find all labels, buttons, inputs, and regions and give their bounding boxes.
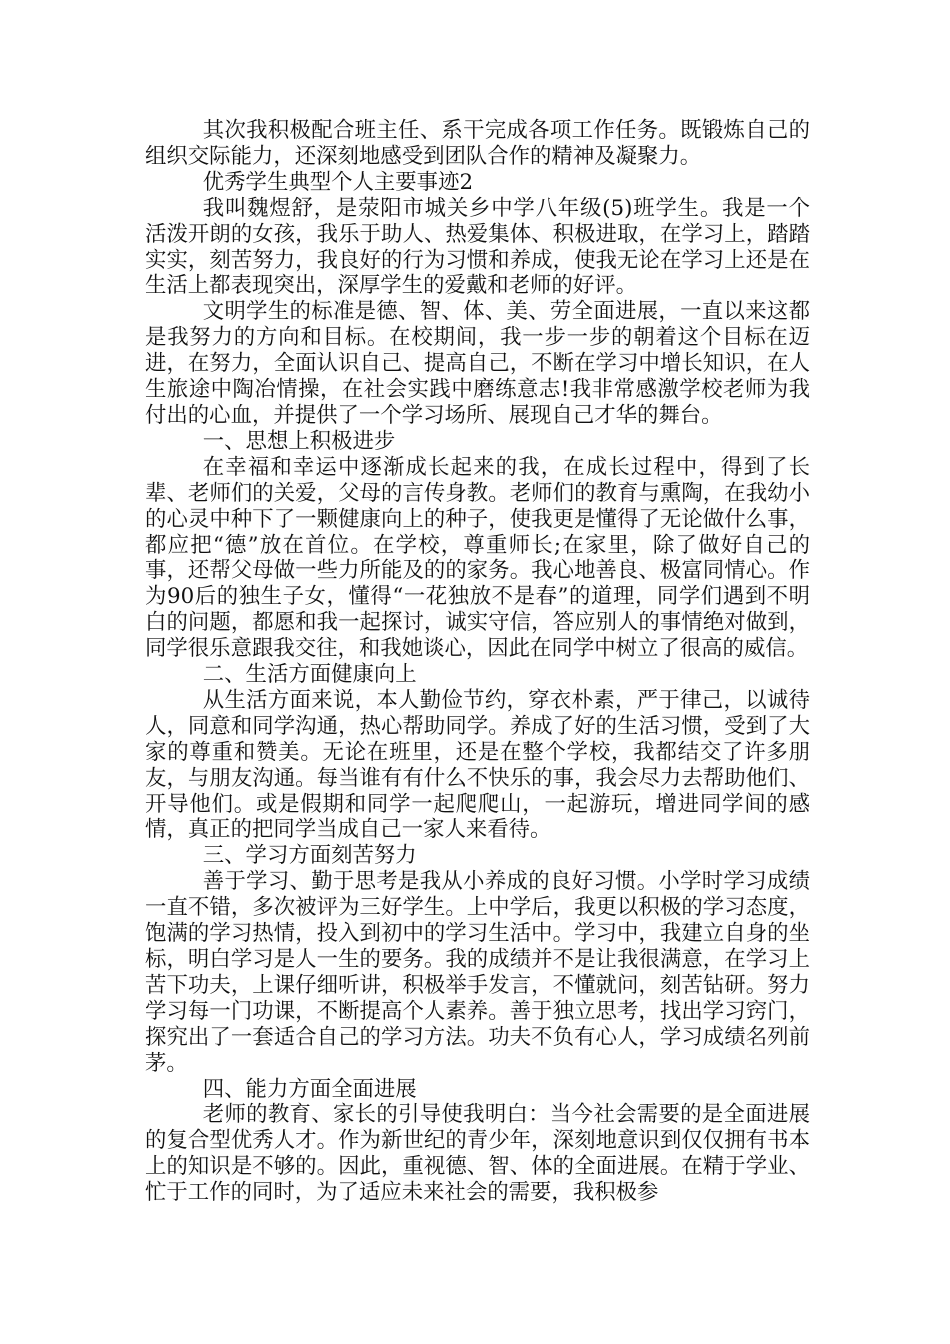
heading-ability-development: 四、能力方面全面进展 bbox=[202, 1076, 417, 1102]
heading-study-diligent: 三、学习方面刻苦努力 bbox=[202, 843, 417, 869]
paragraph-teamwork: 其次我积极配合班主任、系干完成各项工作任务。既锻炼自己的组织交际能力，还深刻地感受到团队合作的精神及凝聚力。 bbox=[145, 118, 810, 169]
paragraph-study-diligent: 善于学习、勤于思考是我从小养成的良好习惯。小学时学习成绩一直不错，多次被评为三好学生。上中学后，我更以积极的学习态度，饱满的学习热情，投入到初中的学习生活中。学习中，我建立自身的坐标，明白学习是人一生的要务。我的成绩并不是让我很满意，在学习上苦下功夫，上课仔细听讲，积极举手发言，不懂就问，刻苦钻研。努力学习每一门功课，不断提高个人素养。善于独立思考，找出学习窍门，探究出了一套适合自己的学习方法。功夫不负有心人，学习成绩名列前茅。 bbox=[145, 869, 810, 1076]
heading-thought-progress: 一、思想上积极进步 bbox=[202, 428, 396, 454]
heading-life-healthy: 二、生活方面健康向上 bbox=[202, 662, 417, 688]
section-title-example-2: 优秀学生典型个人主要事迹2 bbox=[202, 169, 474, 195]
paragraph-civilized-student: 文明学生的标准是德、智、体、美、劳全面进展，一直以来这都是我努力的方向和目标。在校期间，我一步一步的朝着这个目标在迈进，在努力，全面认识自己、提高自己，不断在学习中增长知识，在人生旅途中陶冶情操，在社会实践中磨练意志!我非常感激学校老师为我付出的心血，并提供了一个学习场所、展现自己才华的舞台。 bbox=[145, 299, 810, 428]
paragraph-self-introduction: 我叫魏煜舒，是荥阳市城关乡中学八年级(5)班学生。我是一个活泼开朗的女孩，我乐于助人、热爱集体、积极进取，在学习上，踏踏实实，刻苦努力，我良好的行为习惯和养成，使我无论在学习上还是在生活上都表现突出，深厚学生的爱戴和老师的好评。 bbox=[145, 195, 810, 299]
paragraph-ability-development: 老师的教育、家长的引导使我明白：当今社会需要的是全面进展的复合型优秀人才。作为新世纪的青少年，深刻地意识到仅仅拥有书本上的知识是不够的。因此，重视德、智、体的全面进展。在精于学业、忙于工作的同时，为了适应未来社会的需要，我积极参 bbox=[145, 1102, 810, 1206]
paragraph-thought-progress: 在幸福和幸运中逐渐成长起来的我，在成长过程中，得到了长辈、老师们的关爱，父母的言传身教。老师们的教育与熏陶，在我幼小的心灵中种下了一颗健康向上的种子，使我更是懂得了无论做什么事，都应把“德”放在首位。在学校，尊重师长;在家里，除了做好自己的事，还帮父母做一些力所能及的的家务。我心地善良、极富同情心。作为90后的独生子女，懂得“一花独放不是春”的道理，同学们遇到不明白的问题，都愿和我一起探讨，诚实守信，答应别人的事情绝对做到，同学很乐意跟我交往，和我她谈心，因此在同学中树立了很高的威信。 bbox=[145, 454, 810, 662]
paragraph-life-healthy: 从生活方面来说，本人勤俭节约，穿衣朴素，严于律己，以诚待人，同意和同学沟通，热心帮助同学。养成了好的生活习惯，受到了大家的尊重和赞美。无论在班里，还是在整个学校，我都结交了许多朋友，与朋友沟通。每当谁有有什么不快乐的事，我会尽力去帮助他们、开导他们。或是假期和同学一起爬爬山，一起游玩，增进同学间的感情，真正的把同学当成自己一家人来看待。 bbox=[145, 687, 810, 843]
document-body bbox=[145, 118, 810, 1206]
